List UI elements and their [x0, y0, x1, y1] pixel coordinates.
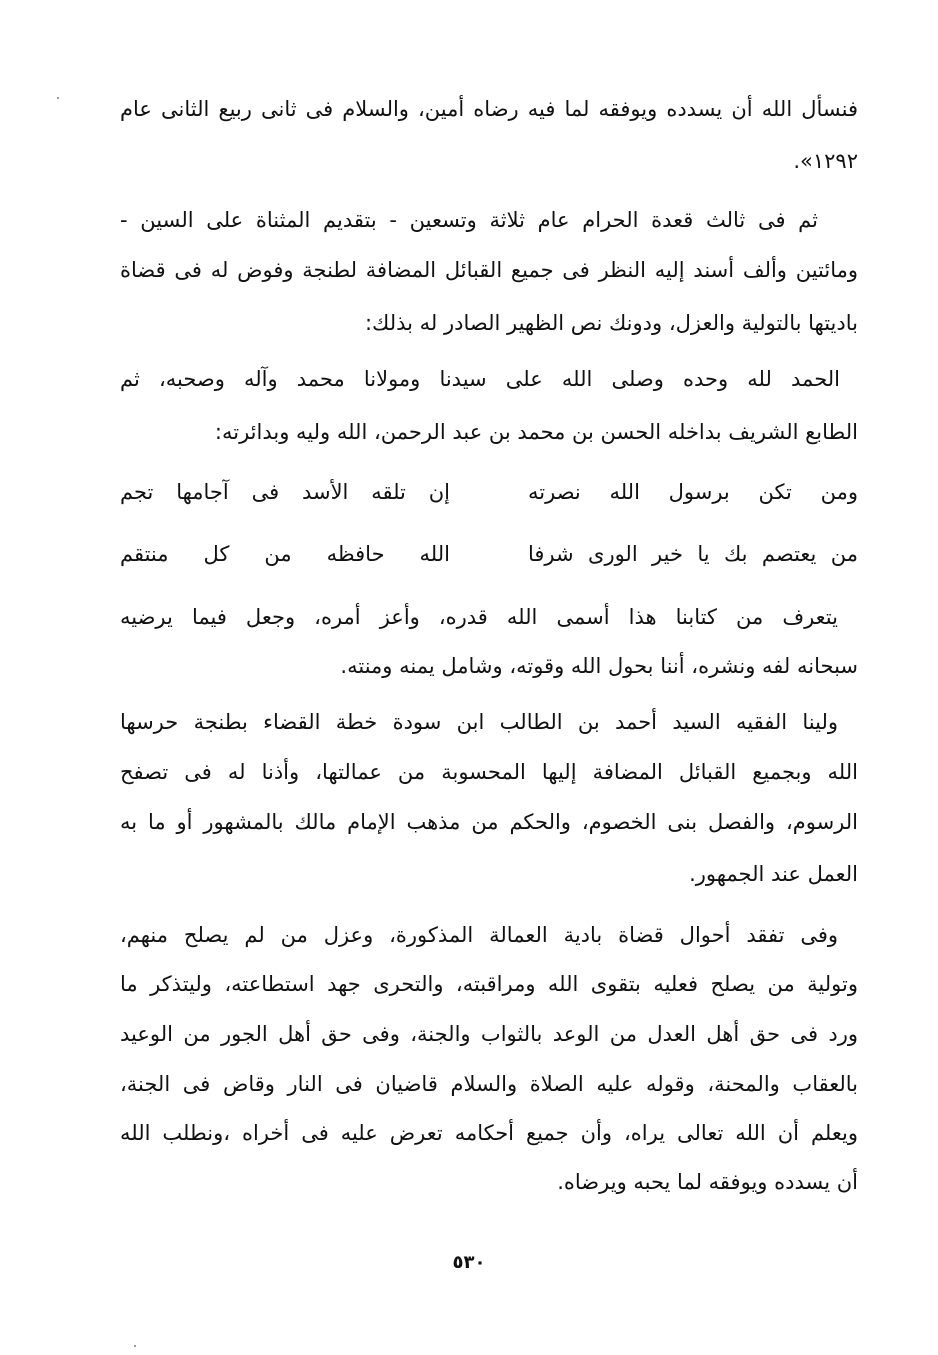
text-line: فنسأل الله أن يسدده ويوفقه لما فيه رضاه أمين، والسلام فى ثانى ربيع الثانى عام: [120, 97, 858, 121]
text-line: وفى تفقد أحوال قضاة بادية العمالة المذكورة، وعزل من لم يصلح منهم،: [120, 923, 838, 947]
text-line: يتعرف من كتابنا هذا أسمى الله قدره، وأعز أمره، وجعل فيما يرضيه: [120, 605, 838, 629]
text-line: باديتها بالتولية والعزل، ودونك نص الظهير الصادر له بذلك:: [364, 311, 858, 335]
text-line: ويعلم أن الله تعالى يراه، وأن جميع أحكامه تعرض عليه فى أخراه ،ونطلب الله: [120, 1121, 858, 1145]
text-line: ولينا الفقيه السيد أحمد بن الطالب ابن سودة خطة القضاء بطنجة حرسها: [120, 710, 838, 734]
verse-second-hemistich: الله حافظه من كل منتقم: [120, 542, 450, 566]
text-line: وتولية من يصلح فعليه بتقوى الله ومراقبته، والتحرى جهد استطاعته، وليتذكر ما: [120, 972, 858, 996]
text-line: الله وبجميع القبائل المضافة إليها المحسوبة من عمالتها، وأذنا له فى تصفح: [120, 760, 858, 784]
text-line: الرسوم، والفصل بنى الخصوم، والحكم من مذهب الإمام مالك بالمشهور أو ما به: [120, 810, 858, 834]
text-line: الحمد لله وحده وصلى الله على سيدنا ومولانا محمد وآله وصحبه، ثم: [120, 367, 840, 391]
text-line: العمل عند الجمهور.: [689, 862, 858, 886]
text-line: بالعقاب والمحنة، وقوله عليه الصلاة والسلام قاضيان فى النار وقاض فى الجنة،: [120, 1072, 858, 1096]
verse-first-hemistich: ومن تكن برسول الله نصرته: [528, 480, 858, 504]
scan-speck: [57, 97, 59, 99]
page-number: ٥٣٠: [452, 1252, 486, 1273]
text-line: ومائتين وألف أسند إليه النظر فى جميع القبائل المضافة لطنجة وفوض له فى قضاة: [120, 258, 858, 282]
text-line: ١٢٩٢».: [793, 149, 858, 173]
text-line: سبحانه لفه ونشره، أننا بحول الله وقوته، وشامل يمنه ومنته.: [340, 654, 858, 678]
verse-second-hemistich: إن تلقه الأسد فى آجامها تجم: [120, 480, 450, 504]
verse-first-hemistich: من يعتصم بك يا خير الورى شرفا: [528, 542, 858, 566]
text-line: ثم فى ثالث قعدة الحرام عام ثلاثة وتسعين - بتقديم المثناة على السين -: [120, 208, 818, 232]
text-line: الطابع الشريف بداخله الحسن بن محمد بن عبد الرحمن، الله وليه وبدائرته:: [214, 420, 858, 444]
text-line: ورد فى حق أهل العدل من الوعد بالثواب والجنة، وفى حق أهل الجور من الوعيد: [120, 1022, 858, 1046]
text-line: أن يسدده ويوفقه لما يحبه ويرضاه.: [557, 1170, 858, 1194]
scan-speck: [134, 1345, 136, 1347]
